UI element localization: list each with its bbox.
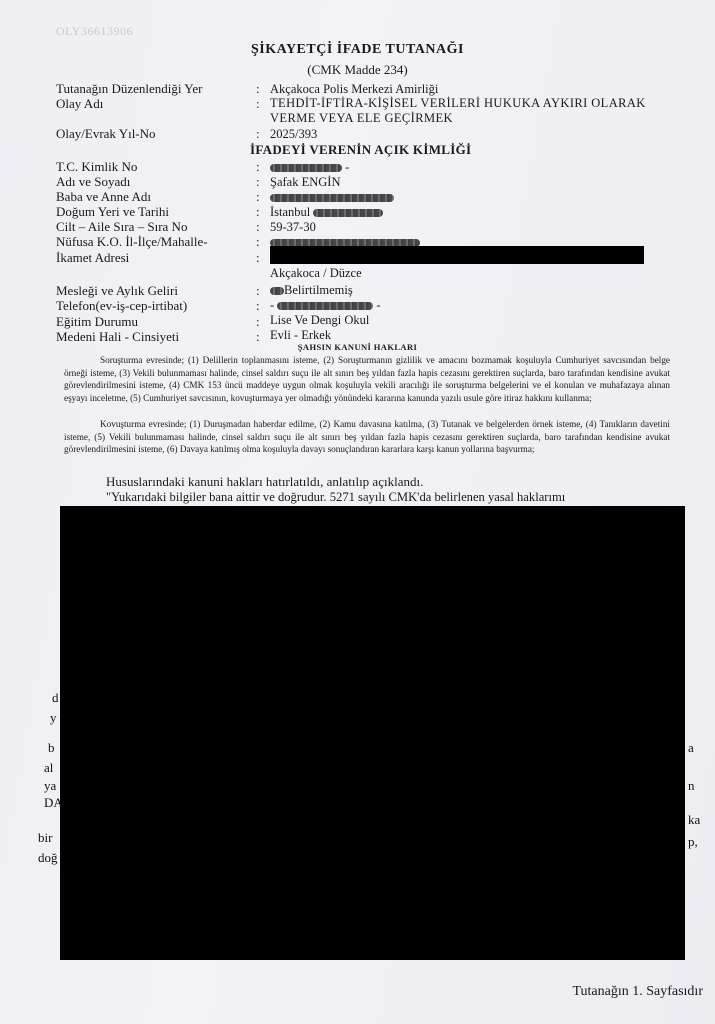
edge-fragment: ka — [688, 812, 701, 827]
job-text: Belirtilmemiş — [284, 283, 353, 297]
edge-fragment: ya — [44, 778, 57, 793]
document-id: OLY36613906 — [56, 24, 133, 38]
field-label-address: İkamet Adresi — [56, 250, 130, 265]
reminder-line: Hususlarındaki kanuni hakları hatırlatıldı, anlatılıp açıklandı. — [106, 474, 424, 489]
statement-redaction — [60, 506, 685, 960]
phone-dash: - — [270, 298, 275, 312]
colon: : — [256, 329, 260, 344]
edge-fragment: DA — [44, 795, 63, 810]
identity-heading: İFADEYİ VERENİN AÇIK KİMLİĞİ — [250, 142, 472, 157]
colon: : — [256, 81, 260, 96]
birth-place: İstanbul — [270, 205, 311, 219]
field-value-phone: - - — [270, 298, 381, 312]
field-value-year-no: 2025/393 — [270, 127, 318, 141]
page-footer: Tutanağın 1. Sayfasıdır — [572, 984, 703, 999]
colon: : — [256, 126, 260, 141]
field-value-tc: - — [270, 160, 349, 175]
redaction-scribble — [270, 164, 342, 172]
rights-investigation-paragraph: Soruşturma evresinde; (1) Delillerin toplanmasını isteme, (2) Soruşturmanın gizlilik ve amacını bozmamak koşuluyla Cumhuriyet savcısından belge örneği isteme, (3) Vekili bulunmaması halinde, cinsel saldırı suçu ile alt sınırı beş yıldan fazla hapis cezasını gerektiren suçlarda, baro tarafından kendisine avukat görevlendirilmesini isteme, (4) CMK 153 üncü maddeye uygun olmak koşuluyla vekili aracılığı ile soruşturma belgelerini ve el konulan ve muhafazaya alınan eşyayı inceletme, (5) Cumhuriyet savcısının, kovuşturmaya yer olmadığı yönündeki kararına kanunda yazılı usule göre itiraz hakkını kullanma; — [64, 355, 670, 403]
edge-fragment: d — [52, 690, 59, 705]
field-value-address-city: Akçakoca / Düzce — [270, 266, 362, 280]
edge-fragment: bir — [38, 830, 53, 845]
colon: : — [256, 314, 260, 329]
field-label-place: Tutanağın Düzenlendiği Yer — [56, 81, 203, 96]
field-value-registry: 59-37-30 — [270, 220, 316, 234]
field-value-incident: TEHDİT-İFTİRA-KİŞİSEL VERİLERİ HUKUKA AYKIRI OLARAK VERME VEYA ELE GEÇİRMEK — [270, 96, 646, 125]
edge-fragment: al — [44, 760, 54, 775]
address-redaction — [270, 246, 644, 264]
field-value-birth — [270, 205, 383, 220]
redaction-scribble — [277, 302, 373, 310]
field-label-education: Eğitim Durumu — [56, 314, 138, 329]
edge-fragment: doğ — [38, 850, 58, 865]
field-value-education: Lise Ve Dengi Okul — [270, 313, 370, 327]
document-title: ŞİKAYETÇİ İFADE TUTANAĞI — [251, 42, 464, 57]
redaction-scribble — [270, 287, 284, 295]
redaction-scribble — [270, 194, 394, 202]
redaction-scribble — [313, 209, 383, 217]
field-label-marital: Medeni Hali - Cinsiyeti — [56, 329, 180, 344]
field-value-place: Akçakoca Polis Merkezi Amirliği — [270, 82, 439, 96]
field-label-tc: T.C. Kimlik No — [56, 159, 138, 174]
colon: : — [256, 159, 260, 174]
edge-fragment: n — [688, 778, 695, 793]
rights-heading: ŞAHSIN KANUNİ HAKLARI — [297, 342, 418, 352]
colon: : — [256, 219, 260, 234]
field-value-parents — [270, 190, 394, 205]
field-value-name: Şafak ENGİN — [270, 175, 341, 189]
document-subtitle: (CMK Madde 234) — [307, 62, 408, 77]
field-label-registry: Cilt – Aile Sıra – Sıra No — [56, 219, 188, 234]
field-label-nufus: Nüfusa K.O. İl-İlçe/Mahalle- — [56, 234, 208, 249]
colon: : — [256, 174, 260, 189]
colon: : — [256, 250, 260, 265]
field-label-birth: Doğum Yeri ve Tarihi — [56, 204, 169, 219]
field-value-marital: Evli - Erkek — [270, 328, 332, 342]
colon: : — [256, 189, 260, 204]
statement-start: "Yukarıdaki bilgiler bana aittir ve doğrudur. 5271 sayılı CMK'da belirlenen yasal haklarımı — [106, 490, 566, 504]
rights-prosecution-paragraph: Kovuşturma evresinde; (1) Duruşmadan haberdar edilme, (2) Kamu davasına katılma, (3) Tutanak ve belgelerden örnek isteme, (4) Tanıkların davetini isteme, (5) Vekili bulunmaması halinde, cinsel saldırı suçu ile alt sınırı beş yıldan fazla hapis cezasını gerektiren suçlarda, baro tarafından kendisine avukat görevlendirilmesini isteme, (6) Davaya katılmış olma koşuluyla davayı sonuçlandıran kararlara karşı kanun yollarına başvurma; — [64, 419, 670, 455]
field-label-job: Mesleği ve Aylık Geliri — [56, 283, 178, 298]
edge-fragment: p, — [688, 834, 698, 849]
colon: : — [256, 234, 260, 249]
colon: : — [256, 204, 260, 219]
colon: : — [256, 283, 260, 298]
edge-fragment: b — [48, 740, 55, 755]
edge-fragment: y — [50, 710, 57, 725]
field-label-phone: Telefon(ev-iş-cep-irtibat) — [56, 298, 188, 313]
colon: : — [256, 298, 260, 313]
field-label-year-no: Olay/Evrak Yıl-No — [56, 126, 156, 141]
field-value-job — [270, 283, 353, 298]
field-label-incident: Olay Adı — [56, 96, 104, 111]
field-label-name: Adı ve Soyadı — [56, 174, 131, 189]
colon: : — [256, 96, 260, 111]
field-label-parents: Baba ve Anne Adı — [56, 189, 151, 204]
edge-fragment: a — [688, 740, 694, 755]
